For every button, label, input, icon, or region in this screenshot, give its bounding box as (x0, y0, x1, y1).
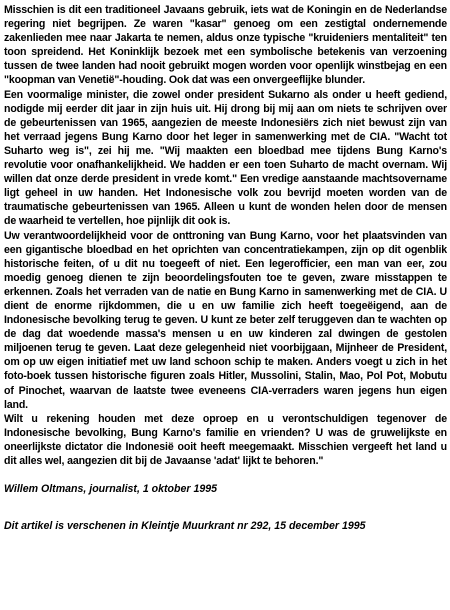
article-paragraph: Wilt u rekening houden met deze oproep en u verontschuldigen tegenover de Indonesische bevolking, Bung Karno's familie en vrienden? U was de gruwelijkste en oneerlijkste dictator die Indonesië ooit heeft meegemaakt. Misschien vergeeft het land u dit alles wel, aangezien dit bij de Javaanse 'adat' lijkt te behoren." (4, 412, 447, 467)
article-page (4, 3, 447, 533)
article-paragraph: Een voormalige minister, die zowel onder president Sukarno als onder u heeft gediend, nodigde mij eerder dit jaar in zijn huis uit. Hij drong bij mij aan om niets te schrijven over de gebeurtenissen van 1965, aangezien de meeste Indonesiërs zich niet bewust zijn van het verraad jegens Bung Karno door het leger in samenwerking met de CIA. "Wacht tot Suharto weg is", zei hij me. "Wij maakten een bloedbad mee tijdens Bung Karno's revolutie voor onafhankelijkheid. We hadden er een toen Suharto de macht overnam. Wij willen dat onze derde president in vrede komt." Een vredige aanstaande machtsovername ligt geheel in uw handen. Het Indonesische volk zou bevrijd moeten worden van de traumatische gebeurtenissen van 1965. Alleen u kunt de wonden helen door de mensen de waarheid te vertellen, hoe pijnlijk dit ook is. (4, 88, 447, 228)
article-paragraph: Misschien is dit een traditioneel Javaans gebruik, iets wat de Koningin en de Nederlandse regering niet begrijpen. Ze waren "kasar" genoeg om een zestigtal ondernemende zakenlieden mee naar Jakarta te nemen, aldus onze typische "kruideniers mentaliteit" ten toon spreidend. Het Koninklijk bezoek met een symbolische betekenis van verzoening tussen de twee landen had nooit gebruikt mogen worden voor openlijk winstbejag en een "koopman van Venetië"-houding. Ook dat was een onvergeeflijke blunder. (4, 4, 447, 87)
publication-note: Dit artikel is verschenen in Kleintje Muurkrant nr 292, 15 december 1995 (4, 520, 366, 533)
author-signature: Willem Oltmans, journalist, 1 oktober 1995 (4, 483, 218, 496)
article-paragraph: Uw verantwoordelijkheid voor de onttroning van Bung Karno, voor het plaatsvinden van een gigantische bloedbad en het oprichten van concentratiekampen, zijn op dit ogenblik historische feiten, of u dit nu toegeeft of niet. Een legerofficier, een man van eer, zou moedig genoeg dienen te zijn beoordelingsfouten toe te geven, zware misstappen te erkennen. Zoals het verraden van de natie en Bung Karno in samenwerking met de CIA. U dient de enorme rijkdommen, die u en uw familie zich heeft toegeëigend, aan de Indonesische bevolking terug te geven. U kunt ze beter zelf teruggeven dan te wachten op de dag dat woedende massa's mensen u en uw kinderen zal dwingen de gestolen miljoenen terug te geven. Laat deze gelegenheid niet voorbijgaan, Mijnheer de President, om op uw eigen initiatief met uw land schoon schip te maken. Anders voegt u zich in het foto-boek tussen historische figuren zoals Hitler, Mussolini, Stalin, Mao, Pol Pot, Mobutu of Pinochet, waarvan de laatste twee eveneens CIA-verraders waren jegens hun eigen land. (4, 229, 447, 411)
